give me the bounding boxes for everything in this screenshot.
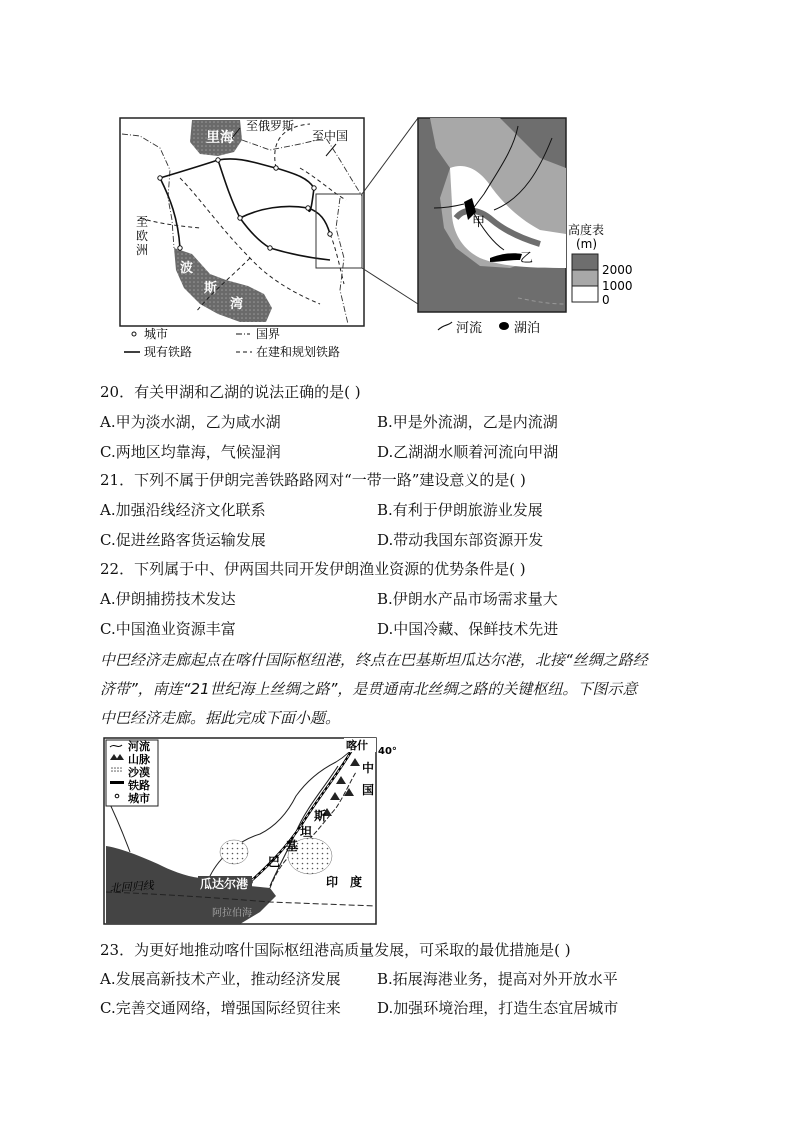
q22-option-d[interactable]: D.中国冷藏、保鲜技术先进: [377, 620, 559, 638]
q22-option-c[interactable]: C.中国渔业资源丰富: [100, 620, 236, 638]
iran-railway-figure: [100, 108, 680, 370]
kashgar-label: 喀什: [346, 739, 368, 752]
tropic-label: 北回归线: [109, 878, 155, 895]
q21-option-d[interactable]: D.带动我国东部资源开发: [377, 531, 544, 549]
q22-stem: 22．下列属于中、伊两国共同开发伊朗渔业资源的优势条件是( ): [100, 560, 526, 578]
altitude-1000: 1000: [602, 279, 633, 293]
gulf-label-2: 斯: [204, 281, 218, 296]
q21-option-c[interactable]: C.促进丝路客货运输发展: [100, 531, 266, 549]
legend-planned-rail: 在建和规划铁路: [256, 345, 341, 359]
to-europe-label: 至欧洲: [136, 215, 149, 257]
china-label-2: 国: [362, 783, 375, 797]
altitude-mid-swatch: [572, 270, 598, 286]
india-label: 印 度: [326, 875, 363, 889]
q23-option-b[interactable]: B.拓展海港业务，提高对外开放水平: [377, 970, 618, 988]
river-legend: 河流: [456, 321, 483, 336]
q20-option-c[interactable]: C.两地区均靠海，气候湿润: [100, 443, 281, 461]
inset-connector-top: [362, 118, 418, 194]
legend-city: 城市: [128, 792, 150, 805]
legend-city-symbol: [132, 332, 136, 336]
altitude-high-swatch: [572, 254, 598, 270]
gwadar-label: 瓜达尔港: [200, 877, 249, 891]
legend-desert: 沙漠: [128, 766, 150, 779]
legend-city-symbol: [115, 794, 119, 798]
altitude-unit: (m): [576, 237, 598, 251]
legend-rail-symbol: [110, 781, 124, 784]
lake-a-label: 甲: [472, 215, 486, 230]
q22-option-b[interactable]: B.伊朗水产品市场需求量大: [377, 590, 558, 608]
caspian-label: 里海: [206, 130, 234, 146]
legend-border: 国界: [256, 327, 281, 341]
passage-line-3: 中巴经济走廊。据此完成下面小题。: [100, 709, 341, 727]
pakistan-label-si: 斯: [314, 809, 327, 823]
q20-stem: 20．有关甲湖和乙湖的说法正确的是( ): [100, 383, 361, 401]
q23-option-c[interactable]: C.完善交通网络，增强国际经贸往来: [100, 999, 341, 1017]
q21-option-a[interactable]: A.加强沿线经济文化联系: [100, 501, 266, 519]
passage: [100, 646, 700, 733]
pakistan-label-ba: 巴: [268, 855, 281, 869]
passage-line-2: 济带”，南连“21世纪海上丝绸之路”，是贯通南北丝绸之路的关键枢纽。下图示意: [100, 680, 638, 698]
legend-city: 城市: [144, 327, 169, 341]
altitude-2000: 2000: [602, 263, 633, 277]
q23-option-a[interactable]: A.发展高新技术产业，推动经济发展: [100, 970, 341, 988]
legend-existing-rail: 现有铁路: [144, 345, 193, 359]
river-legend-symbol: [438, 322, 452, 330]
legend-railway: 铁路: [128, 779, 150, 792]
q20-option-b[interactable]: B.甲是外流湖，乙是内流湖: [377, 413, 558, 431]
legend-river: 河流: [128, 740, 150, 753]
q20-option-d[interactable]: D.乙湖湖水顺着河流向甲湖: [377, 443, 559, 461]
q22-option-a[interactable]: A.伊朗捕捞技术发达: [100, 590, 236, 608]
china-label-1: 中: [362, 761, 375, 775]
inset-map: [418, 118, 566, 312]
legend-mountain: 山脉: [128, 753, 150, 766]
altitude-low-swatch: [572, 286, 598, 302]
q20-option-a[interactable]: A.甲为淡水湖，乙为咸水湖: [100, 413, 281, 431]
pakistan-label-ji: 基: [286, 839, 299, 853]
altitude-0: 0: [602, 293, 610, 307]
altitude-title: 高度表: [568, 223, 605, 237]
q21-option-b[interactable]: B.有利于伊朗旅游业发展: [377, 501, 543, 519]
lake-b-label: 乙: [520, 251, 534, 266]
latitude-label: 40°: [378, 746, 397, 757]
pakistan-label-tan: 坦: [300, 825, 313, 839]
passage-line-1: 中巴经济走廊起点在喀什国际枢纽港，终点在巴基斯坦瓜达尔港，北接“丝绸之路经: [100, 651, 648, 669]
q23-option-d[interactable]: D.加强环境治理，打造生态宜居城市: [377, 999, 619, 1017]
gulf-label-3: 湾: [230, 297, 244, 312]
desert-west: [220, 840, 248, 864]
to-china-label: 至中国: [312, 129, 349, 143]
cpec-figure: [100, 736, 400, 928]
q23-stem: 23．为更好地推动喀什国际枢纽港高质量发展，可采取的最优措施是( ): [100, 941, 571, 959]
inset-connector-bottom: [362, 268, 418, 304]
arabian-sea-label: 阿拉伯海: [212, 908, 252, 919]
lake-legend-symbol: [499, 322, 509, 330]
gulf-label-1: 波: [180, 261, 194, 276]
lake-legend: 湖泊: [514, 321, 541, 336]
q21-stem: 21．下列不属于伊朗完善铁路路网对“一带一路”建设意义的是( ): [100, 471, 526, 489]
to-russia-label: 至俄罗斯: [246, 119, 295, 133]
